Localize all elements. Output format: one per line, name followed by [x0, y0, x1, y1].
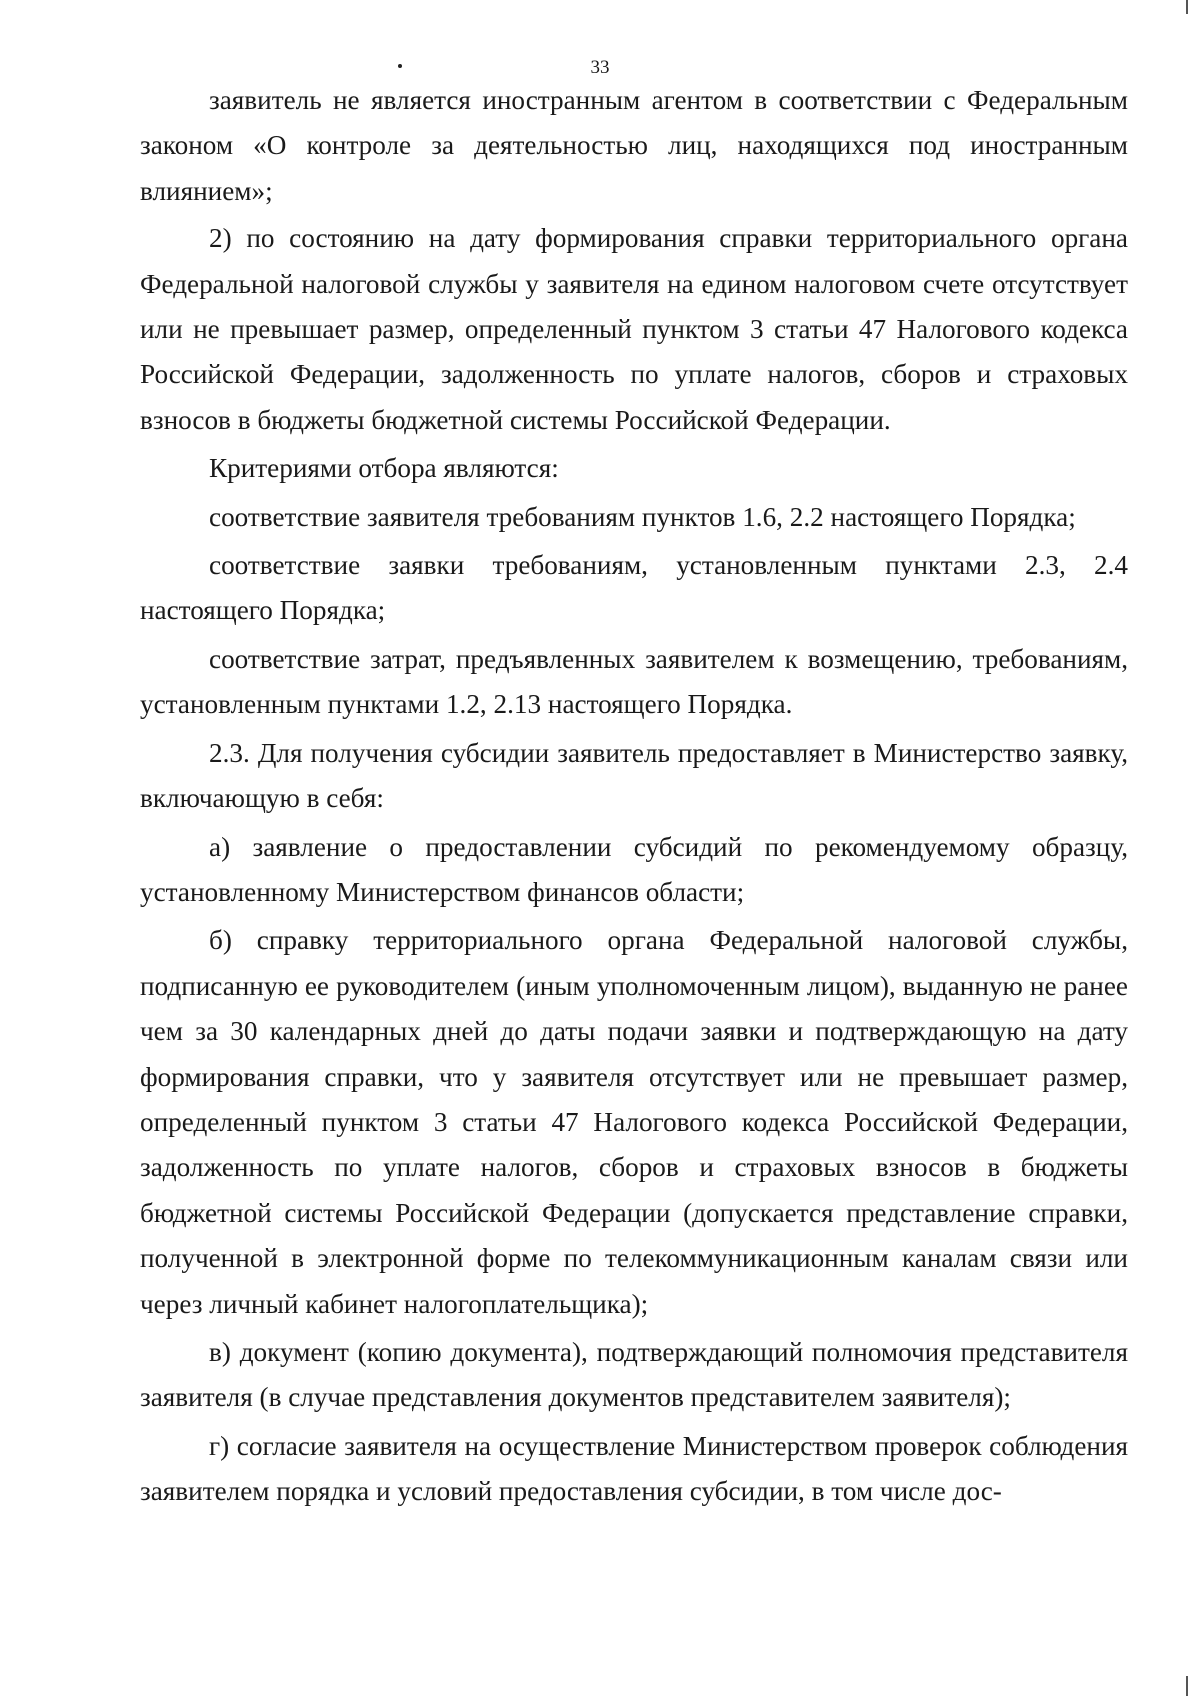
- paragraph: а) заявление о предоставлении субсидий по рекомендуемому образцу, установленному Министерством финансов области;: [140, 831, 1128, 907]
- scan-edge-mark: [1186, 1676, 1188, 1696]
- paragraph: соответствие заявителя требованиям пунктов 1.6, 2.2 настоящего Порядка;: [209, 501, 1076, 532]
- scan-speck: [398, 64, 402, 68]
- scan-edge-mark: [1186, 0, 1188, 14]
- paragraph: 2.3. Для получения субсидии заявитель предоставляет в Министерство заявку, включающую в себя:: [140, 737, 1128, 814]
- paragraph: Критериями отбора являются:: [209, 453, 559, 484]
- body-text: [140, 78, 1128, 1518]
- page-number: 33: [590, 57, 610, 78]
- paragraph: соответствие заявки требованиям, установленным пунктами 2.3, 2.4 настоящего Порядка;: [140, 550, 1128, 626]
- paragraph: 2) по состоянию на дату формирования справки территориального органа Федеральной налоговой службы у заявителя на едином налоговом счете отсутствует или не превышает размер, определенный пунктом 3 статьи 47 Налогового кодекса Российской Федерации, задолженность по уплате налогов, сборов и страховых взносов в бюджеты бюджетной системы Российской Федерации.: [140, 223, 1128, 435]
- paragraph: г) согласие заявителя на осуществление Министерством проверок соблюдения заявителем порядка и условий предоставления субсидии, в том числе дос-: [140, 1430, 1128, 1507]
- paragraph: б) справку территориального органа Федеральной налоговой службы, подписанную ее руководителем (иным уполномоченным лицом), выданную не ранее чем за 30 календарных дней до даты подачи заявки и подтверждающую на дату формирования справки, что у заявителя отсутствует или не превышает размер, определенный пунктом 3 статьи 47 Налогового кодекса Российской Федерации, задолженность по уплате налогов, сборов и страховых взносов в бюджеты бюджетной системы Российской Федерации (допускается представление справки, полученной в электронной форме по телекоммуникационным каналам связи или через личный кабинет налогоплательщика);: [140, 925, 1128, 1319]
- paragraph: заявитель не является иностранным агентом в соответствии с Федеральным законом «О контроле за деятельностью лиц, находящихся под иностранным влиянием»;: [140, 85, 1128, 206]
- paragraph: соответствие затрат, предъявленных заявителем к возмещению, требованиям, установленным пунктами 1.2, 2.13 настоящего Порядка.: [140, 643, 1128, 720]
- paragraph: в) документ (копию документа), подтверждающий полномочия представителя заявителя (в случае представления документов представителем заявителя);: [140, 1336, 1128, 1413]
